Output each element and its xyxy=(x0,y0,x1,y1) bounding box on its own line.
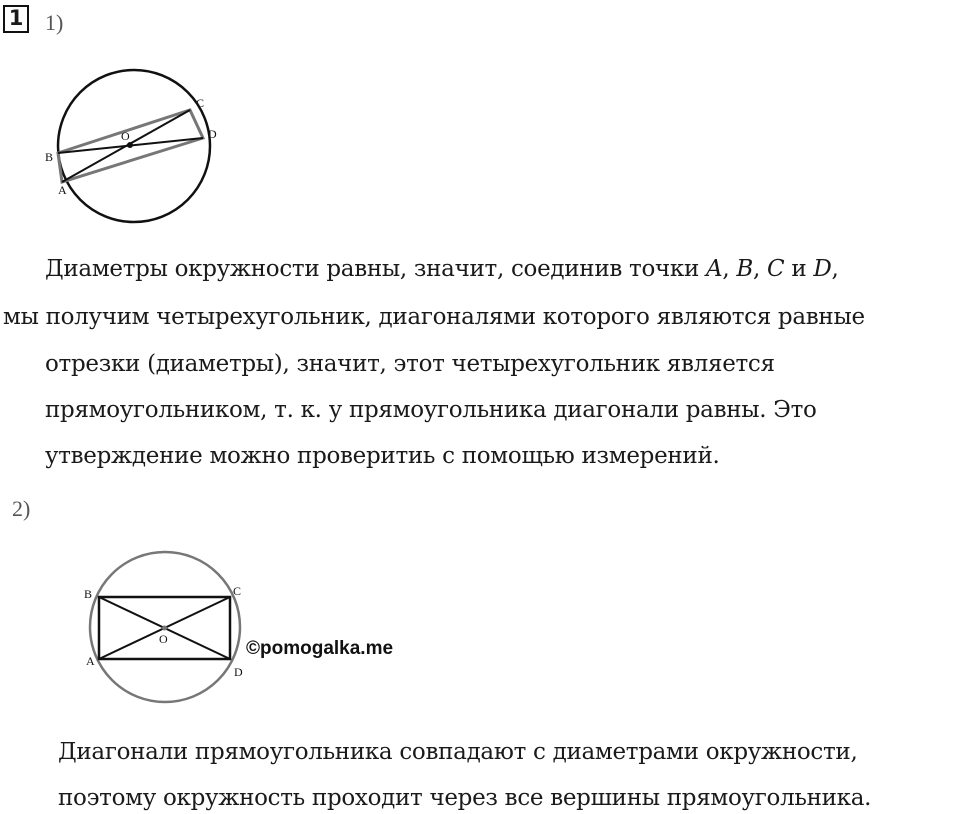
watermark: ©pomogalka.me xyxy=(246,638,394,659)
figure2-label-d: D xyxy=(234,665,243,679)
figure2-label-b: B xyxy=(84,587,93,601)
part1-text-line5: утверждение можно проверитиь с помощью измерений. xyxy=(45,443,720,469)
part1-text-line3: отрезки (диаметры), значит, этот четырехугольник является xyxy=(45,351,775,377)
figure1-label-d: D xyxy=(208,127,217,141)
part2-text-line2: поэтому окружность проходит через все вершины прямоугольника. xyxy=(58,785,872,811)
task-number-box: 1 xyxy=(3,5,29,33)
part2-number: 2) xyxy=(12,496,31,521)
part1-text-line4: прямоугольником, т. к. у прямоугольника диагонали равны. Это xyxy=(45,397,817,423)
figure2-center-point xyxy=(162,626,167,631)
figure2-label-o: O xyxy=(159,632,168,646)
part2-text-line1: Диагонали прямоугольника совпадают с диаметрами окружности, xyxy=(58,739,858,765)
figure2-label-a: A xyxy=(86,654,95,668)
figure1-label-o: O xyxy=(121,129,130,143)
figure1-label-b: B xyxy=(45,150,54,164)
figure1-label-c: C xyxy=(196,96,205,110)
part1-text-line1: Диаметры окружности равны, значит, соединив точки A, B, C и D, xyxy=(45,256,839,282)
part1-text-line2: мы получим четырехугольник, диагоналями которого являются равные xyxy=(3,304,865,330)
part1-number: 1) xyxy=(45,10,64,35)
figure1-label-a: A xyxy=(58,183,67,197)
figure2-label-c: C xyxy=(233,584,242,598)
